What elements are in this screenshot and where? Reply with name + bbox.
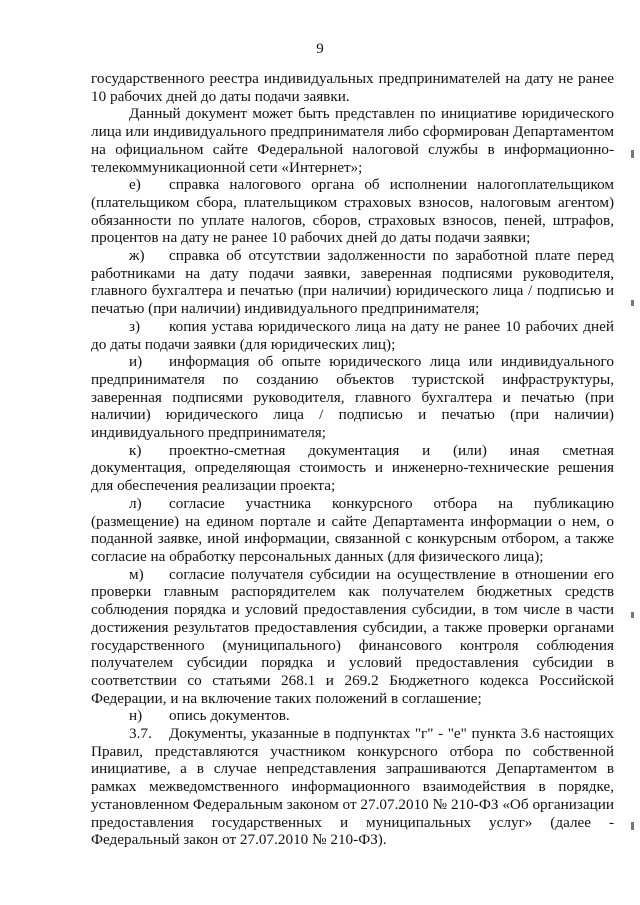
list-item-label: л) [129, 494, 142, 512]
scan-edge-mark [631, 822, 634, 830]
list-item-text: справка налогового органа об исполнении налогоплательщиком (плательщиком сбора, плательщиком страховых взносов, налоговым агентом) обязанности по уплате налогов, сборов, страховых взносов, пеней, штрафов, процентов на дату не ранее 10 рабочих дней до даты подачи заявки; [91, 176, 614, 247]
paragraph-initiative: Данный документ может быть представлен по инициативе юридического лица или индивидуального предпринимателя либо сформирован Департаментом на официальном сайте Федеральной налоговой службы в информационно-телекоммуникационной сети «Интернет»; [91, 105, 614, 176]
list-item-zh [91, 247, 614, 318]
list-item-text: проектно-сметная документация и (или) иная сметная документация, определяющая стоимость и инженерно-технические решения для обеспечения реализации проекта; [91, 441, 614, 495]
list-item-label: н) [129, 707, 143, 725]
list-item-label: м) [129, 565, 144, 583]
list-item-text: справка об отсутствии задолженности по заработной плате перед работниками на дату подачи заявки, заверенная подписями руководителя, главного бухгалтера и печатью (при наличии) юридического лица / подписью и печатью (при наличии) индивидуального предпринимателя; [91, 247, 614, 318]
list-item-text: опись документов. [169, 707, 290, 725]
scan-edge-mark [631, 300, 634, 306]
list-item-text: информация об опыте юридического лица или индивидуального предпринимателя по созданию объектов туристской инфраструктуры, заверенная подписями руководителя, главного бухгалтера и печатью (при наличии) юридического лица / подписью и печатью (при наличии) индивидуального предпринимателя; [91, 353, 614, 442]
list-item-label: к) [129, 441, 142, 459]
list-item-text: копия устава юридического лица на дату не ранее 10 рабочих дней до даты подачи заявки (для юридических лиц); [91, 317, 614, 353]
section-text: Документы, указанные в подпунктах "г" - "е" пункта 3.6 настоящих Правил, представляются участником конкурсного отбора по собственной инициативе, а в случае непредставления запрашиваются Департаментом в рамках межведомственного информационного взаимодействия в порядке, установленном Федеральным законом от 27.07.2010 № 210-ФЗ «Об организации предоставления государственных и муниципальных услуг» (далее - Федеральный закон от 27.07.2010 № 210-ФЗ). [91, 725, 614, 849]
list-item-label: з) [129, 317, 141, 335]
list-item-n [91, 707, 614, 725]
list-item-m [91, 566, 614, 708]
list-item-k [91, 442, 614, 495]
list-item-e [91, 176, 614, 247]
list-item-label: ж) [129, 247, 145, 265]
list-item-text: согласие участника конкурсного отбора на публикацию (размещение) на едином портале и сайте Департамента информации о нем, о поданной заявке, иной информации, связанной с конкурсным отбором, а также согласие на обработку персональных данных (для физического лица); [91, 494, 614, 565]
scan-edge-mark [631, 612, 634, 618]
list-item-text: согласие получателя субсидии на осуществление в отношении его проверки главным распорядителем как получателем бюджетных средств соблюдения порядка и условий предоставления субсидии, в том числе в части достижения результатов предоставления субсидии, а также проверки органами государственного (муниципального) финансового контроля соблюдения получателем субсидии порядка и условий предоставления субсидии в соответствии со статьями 268.1 и 269.2 Бюджетного кодекса Российской Федерации, и на включение таких положений в соглашение; [91, 565, 614, 707]
scan-edge-mark [631, 150, 634, 158]
list-item-l [91, 495, 614, 566]
list-item-i [91, 353, 614, 442]
list-item-label: и) [129, 353, 143, 371]
page-number: 9 [316, 41, 324, 57]
list-item-z [91, 318, 614, 353]
document-body [91, 70, 614, 849]
paragraph-registry-continuation: государственного реестра индивидуальных предпринимателей на дату не ранее 10 рабочих дней до даты подачи заявки. [91, 70, 614, 105]
list-item-label: е) [129, 176, 141, 194]
section-number: 3.7. [129, 725, 152, 743]
section-3-7 [91, 725, 614, 849]
